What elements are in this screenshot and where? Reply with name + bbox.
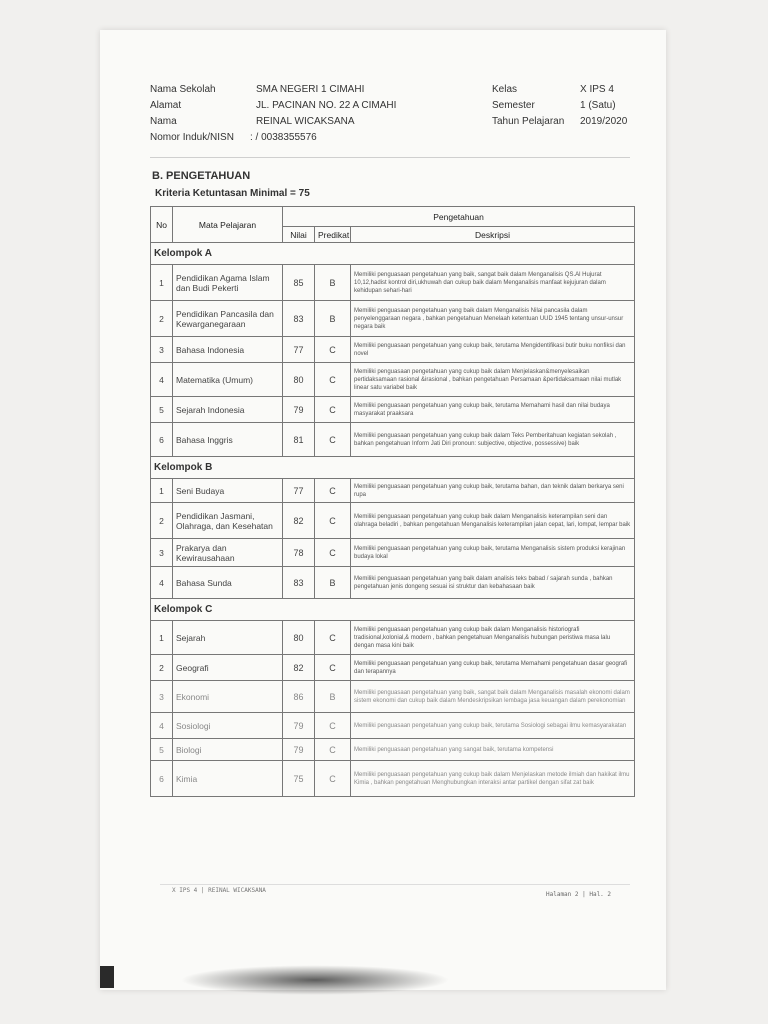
row-nilai: 86 — [283, 681, 315, 713]
header-divider — [150, 157, 630, 158]
row-subject: Geografi — [173, 655, 283, 681]
nama-label: Nama — [150, 116, 177, 127]
row-no: 4 — [151, 567, 173, 599]
row-subject: Seni Budaya — [173, 479, 283, 503]
nama-sekolah-label: Nama Sekolah — [150, 84, 216, 95]
row-no: 4 — [151, 363, 173, 397]
row-no: 3 — [151, 337, 173, 363]
header-nilai: Nilai — [283, 227, 315, 243]
group-label-a: Kelompok A — [151, 243, 635, 265]
row-predikat: C — [315, 713, 351, 739]
row-subject: Bahasa Sunda — [173, 567, 283, 599]
table-row — [151, 655, 635, 681]
row-subject: Matematika (Umum) — [173, 363, 283, 397]
student-info — [150, 84, 640, 154]
kelas-value: X IPS 4 — [580, 84, 614, 95]
row-no: 3 — [151, 681, 173, 713]
row-nilai: 83 — [283, 567, 315, 599]
row-predikat: C — [315, 479, 351, 503]
row-predikat: C — [315, 503, 351, 539]
table-row — [151, 503, 635, 539]
footer-left: X IPS 4 | REINAL WICAKSANA — [172, 887, 266, 894]
row-no: 2 — [151, 503, 173, 539]
row-nilai: 79 — [283, 397, 315, 423]
row-predikat: B — [315, 681, 351, 713]
tahun-value: 2019/2020 — [580, 116, 628, 127]
alamat-label: Alamat — [150, 100, 182, 111]
semester-value: 1 (Satu) — [580, 100, 616, 111]
row-predikat: C — [315, 423, 351, 457]
row-deskripsi: Memiliki penguasaan pengetahuan yang baik, sangat baik dalam Menganalisis QS.Al Hujurat 10,12,hadist kontrol diri,ukhuwah dan cukup baik dalam Menganalisis manfaat kejujuran dalam kehidupan sehari-hari — [351, 265, 635, 301]
header-deskripsi: Deskripsi — [351, 227, 635, 243]
footer-divider — [160, 884, 630, 885]
header-mata-pelajaran: Mata Pelajaran — [173, 207, 283, 243]
alamat-value: JL. PACINAN NO. 22 A CIMAHI — [256, 100, 397, 111]
row-nilai: 77 — [283, 337, 315, 363]
kelas-label: Kelas — [492, 84, 518, 95]
knowledge-grades-table — [150, 206, 635, 797]
row-no: 6 — [151, 423, 173, 457]
table-row — [151, 739, 635, 761]
row-deskripsi: Memiliki penguasaan pengetahuan yang cukup baik dalam Menjelaskan&menyelesaikan pertidaksamaan rasional &irasional , bahkan pengetahuan Persamaan &pertidaksamaan nilai mutlak linear satu variabel baik — [351, 363, 635, 397]
row-nilai: 83 — [283, 301, 315, 337]
table-row — [151, 265, 635, 301]
row-nilai: 78 — [283, 539, 315, 567]
row-no: 4 — [151, 713, 173, 739]
row-nilai: 80 — [283, 621, 315, 655]
row-nilai: 79 — [283, 713, 315, 739]
row-subject: Bahasa Inggris — [173, 423, 283, 457]
row-no: 1 — [151, 621, 173, 655]
row-subject: Sejarah — [173, 621, 283, 655]
header-predikat: Predikat — [315, 227, 351, 243]
row-deskripsi: Memiliki penguasaan pengetahuan yang cukup baik dalam Menganalisis keterampilan seni dan olahraga beladiri , bahkan pengetahuan Menganalisis keterampilan jalan cepat, lari, lompat, lempar baik — [351, 503, 635, 539]
row-no: 5 — [151, 397, 173, 423]
header-pengetahuan: Pengetahuan — [283, 207, 635, 227]
info-row-nama — [150, 116, 640, 132]
row-predikat: C — [315, 621, 351, 655]
header-no: No — [151, 207, 173, 243]
row-predikat: C — [315, 761, 351, 797]
row-no: 1 — [151, 479, 173, 503]
semester-label: Semester — [492, 100, 535, 111]
table-row — [151, 301, 635, 337]
row-deskripsi: Memiliki penguasaan pengetahuan yang cukup baik, terutama Sosiologi sebagai ilmu kemasyarakatan — [351, 713, 635, 739]
table-row — [151, 363, 635, 397]
table-row — [151, 423, 635, 457]
row-subject: Sejarah Indonesia — [173, 397, 283, 423]
row-no: 6 — [151, 761, 173, 797]
table-row — [151, 621, 635, 655]
row-nilai: 77 — [283, 479, 315, 503]
table-row — [151, 567, 635, 599]
row-subject: Bahasa Indonesia — [173, 337, 283, 363]
footer-right: Halaman 2 | Hal. 2 — [546, 891, 612, 898]
table-row — [151, 479, 635, 503]
row-no: 2 — [151, 655, 173, 681]
row-deskripsi: Memiliki penguasaan pengetahuan yang cukup baik, terutama bahan, dan teknik dalam berkarya seni rupa — [351, 479, 635, 503]
row-subject: Sosiologi — [173, 713, 283, 739]
row-no: 1 — [151, 265, 173, 301]
row-subject: Pendidikan Pancasila dan Kewarganegaraan — [173, 301, 283, 337]
row-deskripsi: Memiliki penguasaan pengetahuan yang cukup baik, terutama Memahami pengetahuan dasar geografi dan terapannya — [351, 655, 635, 681]
row-deskripsi: Memiliki penguasaan pengetahuan yang baik dalam analisis teks babad / sajarah sunda , bahkan pengetahuan jenis dongeng sesuai isi struktur dan kebahasaan baik — [351, 567, 635, 599]
row-no: 3 — [151, 539, 173, 567]
table-row — [151, 761, 635, 797]
nama-value: REINAL WICAKSANA — [256, 116, 355, 127]
table-row — [151, 713, 635, 739]
info-row-alamat — [150, 100, 640, 116]
nisn-label: Nomor Induk/NISN — [150, 132, 234, 143]
row-predikat: C — [315, 337, 351, 363]
row-deskripsi: Memiliki penguasaan pengetahuan yang cukup baik, terutama Memahami hasil dan nilai budaya masyarakat praaksara — [351, 397, 635, 423]
table-row — [151, 539, 635, 567]
section-title: B. PENGETAHUAN — [152, 170, 251, 182]
row-deskripsi: Memiliki penguasaan pengetahuan yang cukup baik, terutama Menganalisis sistem produksi kerajinan budaya lokal — [351, 539, 635, 567]
row-no: 2 — [151, 301, 173, 337]
page-corner-shadow — [100, 966, 114, 988]
row-predikat: C — [315, 539, 351, 567]
row-deskripsi: Memiliki penguasaan pengetahuan yang cukup baik dalam Teks Pemberitahuan kegiatan sekolah , bahkan pengetahuan Inform Jati Diri pronoun: subjective, objective, possessive) baik — [351, 423, 635, 457]
table-row — [151, 397, 635, 423]
row-predikat: B — [315, 265, 351, 301]
row-nilai: 81 — [283, 423, 315, 457]
row-subject: Pendidikan Agama Islam dan Budi Pekerti — [173, 265, 283, 301]
nisn-value: : / 0038355576 — [250, 132, 317, 143]
row-deskripsi: Memiliki penguasaan pengetahuan yang cukup baik dalam Menjelaskan metode ilmiah dan hakikat ilmu Kimia , bahkan pengetahuan Menghubungkan interaksi antar partikel dengan sifat zat baik — [351, 761, 635, 797]
row-subject: Ekonomi — [173, 681, 283, 713]
info-row-nisn — [150, 132, 640, 148]
row-subject: Pendidikan Jasmani, Olahraga, dan Kesehatan — [173, 503, 283, 539]
group-label-b: Kelompok B — [151, 457, 635, 479]
row-subject: Prakarya dan Kewirausahaan — [173, 539, 283, 567]
row-nilai: 79 — [283, 739, 315, 761]
kkm-text: Kriteria Ketuntasan Minimal = 75 — [155, 188, 310, 199]
row-nilai: 80 — [283, 363, 315, 397]
row-deskripsi: Memiliki penguasaan pengetahuan yang cukup baik dalam Menganalisis historiografi tradisional,kolonial,& modern , bahkan pengetahuan Menganalisis hubungan peristiwa masa lalu dengan masa kini baik — [351, 621, 635, 655]
row-nilai: 82 — [283, 503, 315, 539]
row-nilai: 75 — [283, 761, 315, 797]
row-predikat: B — [315, 301, 351, 337]
tahun-label: Tahun Pelajaran — [492, 116, 565, 127]
row-deskripsi: Memiliki penguasaan pengetahuan yang cukup baik, terutama Mengidentifikasi butir buku nonfiksi dan novel — [351, 337, 635, 363]
row-predikat: C — [315, 363, 351, 397]
page-bottom-smudge — [180, 965, 450, 995]
table-row — [151, 681, 635, 713]
table-row — [151, 337, 635, 363]
row-predikat: C — [315, 397, 351, 423]
row-deskripsi: Memiliki penguasaan pengetahuan yang baik dalam Menganalisis Nilai pancasila dalam penyelenggaraan negara , bahkan pengetahuan Menelaah ketentuan UUD 1945 tentang unsur-unsur negara baik — [351, 301, 635, 337]
row-deskripsi: Memiliki penguasaan pengetahuan yang sangat baik, terutama kompetensi — [351, 739, 635, 761]
row-predikat: C — [315, 739, 351, 761]
row-nilai: 82 — [283, 655, 315, 681]
row-nilai: 85 — [283, 265, 315, 301]
row-subject: Biologi — [173, 739, 283, 761]
row-predikat: B — [315, 567, 351, 599]
row-no: 5 — [151, 739, 173, 761]
row-subject: Kimia — [173, 761, 283, 797]
row-deskripsi: Memiliki penguasaan pengetahuan yang baik, sangat baik dalam Menganalisis masalah ekonomi dalam sistem ekonomi dan cukup baik dalam Mendeskripsikan lembaga jasa keuangan dalam perekonomian — [351, 681, 635, 713]
group-label-c: Kelompok C — [151, 599, 635, 621]
info-row-sekolah — [150, 84, 640, 100]
nama-sekolah-value: SMA NEGERI 1 CIMAHI — [256, 84, 365, 95]
row-predikat: C — [315, 655, 351, 681]
